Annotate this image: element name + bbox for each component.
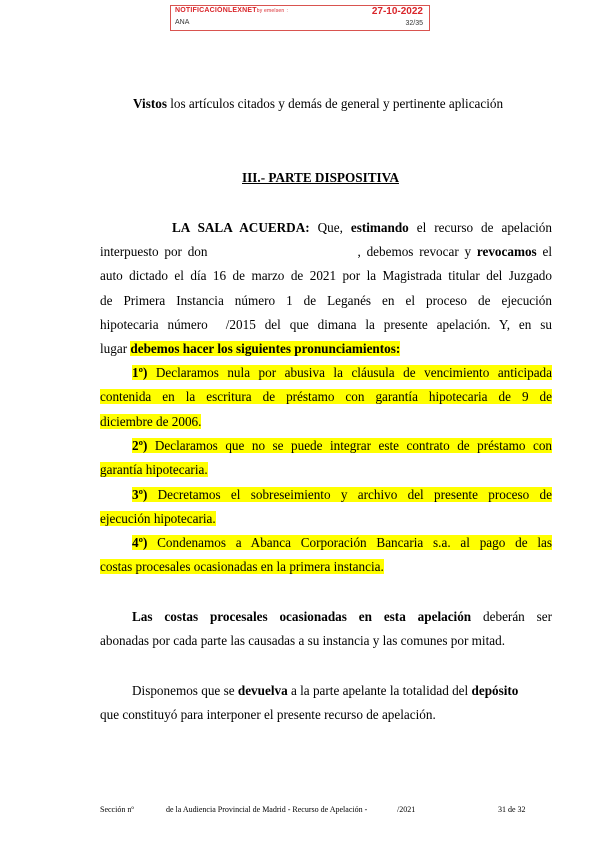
footer-audiencia: de la Audiencia Provincial de Madrid - Recurso de Apelación -	[166, 805, 368, 814]
acuerda-line-4: de Primera Instancia número 1 de Leganés en el proceso de ejecución	[100, 293, 552, 308]
acuerda-line-2: interpuesto por don , debemos revocar y revocamos el	[100, 244, 552, 259]
pronunciamiento-3: 3º) Decretamos el sobreseimiento y archivo del presente proceso de ejecución hipotecaria.	[100, 487, 552, 527]
lexnet-brand: NOTIFICACIÓNLEXNETby emelsen :	[175, 7, 289, 14]
notification-date: 27-10-2022	[371, 6, 423, 17]
pronunciamiento-4: 4º) Condenamos a Abanca Corporación Bancaria s.a. al pago de las costas procesales ocasionadas en la primera instancia.	[100, 535, 552, 575]
section-heading: III.- PARTE DISPOSITIVA	[242, 170, 399, 185]
notification-recipient: ANA	[175, 19, 190, 26]
acuerda-line-5: hipotecaria número /2015 del que dimana la presente apelación. Y, en su	[100, 317, 552, 332]
footer-seccion: Sección nº	[100, 805, 134, 814]
vistos-paragraph: Vistos los artículos citados y demás de general y pertinente aplicación	[133, 96, 504, 111]
costas-paragraph: Las costas procesales ocasionadas en esta apelación deberán ser abonadas por cada parte las causadas a su instancia y las comunes por mitad.	[100, 609, 553, 649]
notification-page: 32/35	[405, 20, 423, 27]
pronunciamiento-1: 1º) Declaramos nula por abusiva la cláusula de vencimiento anticipada contenida en la escritura de préstamo con garantía hipotecaria de 9 de diciembre de 2006.	[100, 365, 552, 429]
footer-page-number: 31 de 32	[498, 805, 526, 814]
deposito-paragraph: Disponemos que se devuelva a la parte apelante la totalidad del depósito que constituyó para interponer el presente recurso de apelación.	[100, 683, 519, 723]
pronunciamiento-2: 2º) Declaramos que no se puede integrar este contrato de préstamo con garantía hipotecaria.	[100, 438, 553, 478]
acuerda-line-6: lugar debemos hacer los siguientes pronunciamientos:	[100, 341, 401, 356]
acuerda-line-1: LA SALA ACUERDA: Que, estimando el recurso de apelación	[172, 220, 552, 235]
footer-recurso: /2021	[397, 805, 416, 814]
page-footer	[100, 805, 530, 817]
acuerda-line-3: auto dictado el día 16 de marzo de 2021 por la Magistrada titular del Juzgado	[100, 268, 552, 283]
notification-stamp	[170, 5, 430, 31]
